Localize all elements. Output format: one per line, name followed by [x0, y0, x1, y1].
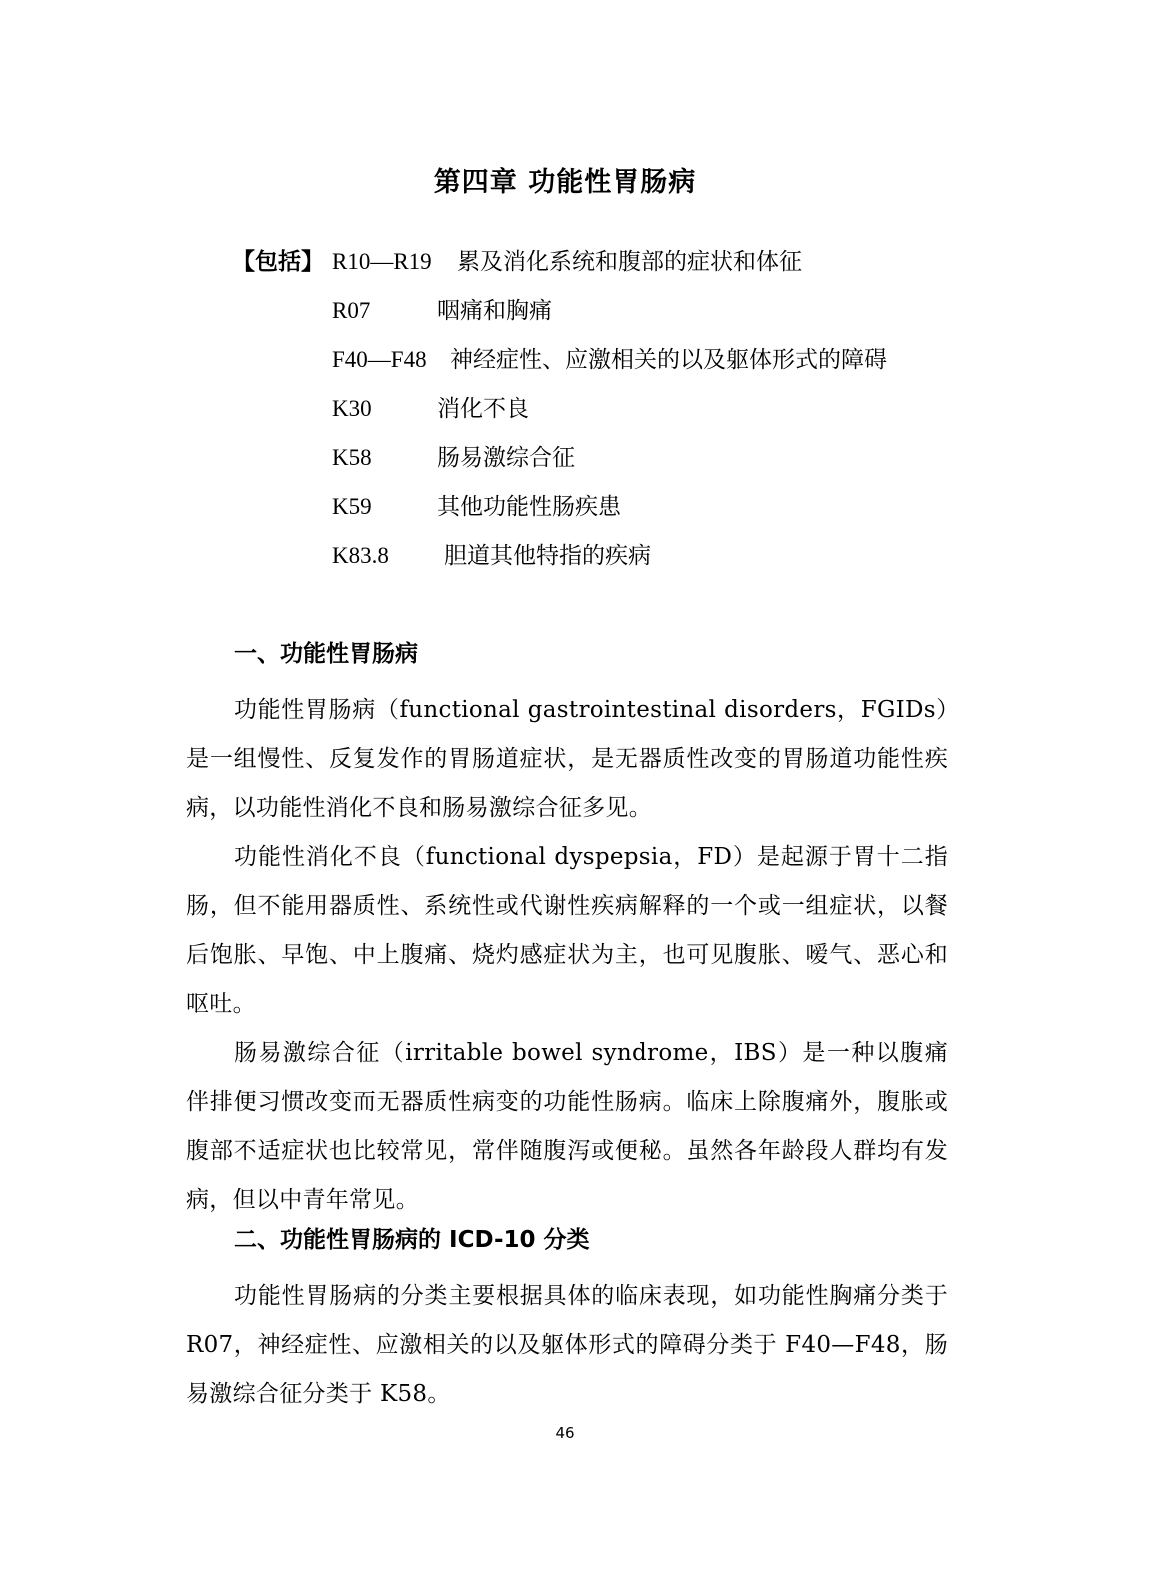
- page-number: 46: [555, 1424, 575, 1442]
- icd-code: K58: [332, 445, 372, 470]
- includes-row: [232, 293, 992, 342]
- includes-row: [232, 244, 992, 293]
- icd-description: 累及消化系统和腹部的症状和体征: [457, 249, 802, 275]
- icd-description: 肠易激综合征: [437, 445, 575, 471]
- icd-description: 神经症性、应激相关的以及躯体形式的障碍: [450, 347, 887, 373]
- includes-row: [232, 538, 992, 587]
- section-functional-gi-disorders: [186, 636, 948, 1225]
- includes-row: [232, 391, 992, 440]
- paragraph: 肠易激综合征（irritable bowel syndrome，IBS）是一种以腹痛伴排便习惯改变而无器质性病变的功能性肠病。临床上除腹痛外，腹胀或腹部不适症状也比较常见，常伴随腹泻或便秘。虽然各年龄段人群均有发病，但以中青年常见。: [186, 1040, 948, 1213]
- includes-list: [232, 244, 992, 587]
- includes-label: 【包括】: [232, 249, 324, 275]
- section-heading: 二、功能性胃肠病的 ICD-10 分类: [234, 1227, 590, 1253]
- icd-description: 其他功能性肠疾患: [437, 494, 621, 520]
- icd-description: 胆道其他特指的疾病: [444, 543, 651, 569]
- section-icd10-classification: [186, 1222, 948, 1419]
- includes-row: [232, 342, 992, 391]
- includes-row: [232, 440, 992, 489]
- icd-code: K83.8: [332, 543, 389, 568]
- icd-code: R07: [332, 298, 371, 323]
- icd-code: R10—R19: [332, 249, 432, 274]
- paragraph: 功能性胃肠病的分类主要根据具体的临床表现，如功能性胸痛分类于 R07，神经症性、应激相关的以及躯体形式的障碍分类于 F40—F48，肠易激综合征分类于 K58。: [186, 1283, 948, 1407]
- section-heading: 一、功能性胃肠病: [234, 641, 418, 667]
- chapter-title: 第四章 功能性胃肠病: [433, 167, 697, 198]
- icd-code: K30: [332, 396, 372, 421]
- icd-description: 咽痛和胸痛: [437, 298, 552, 324]
- includes-row: [232, 489, 992, 538]
- paragraph: 功能性消化不良（functional dyspepsia，FD）是起源于胃十二指肠，但不能用器质性、系统性或代谢性疾病解释的一个或一组症状，以餐后饱胀、早饱、中上腹痛、烧灼感症状为主，也可见腹胀、嗳气、恶心和呕吐。: [186, 844, 948, 1017]
- icd-description: 消化不良: [437, 396, 529, 422]
- paragraph: 功能性胃肠病（functional gastrointestinal disorders，FGIDs）是一组慢性、反复发作的胃肠道症状，是无器质性改变的胃肠道功能性疾病，以功能性消化不良和肠易激综合征多见。: [186, 697, 948, 821]
- icd-code: F40—F48: [332, 347, 427, 372]
- icd-code: K59: [332, 494, 372, 519]
